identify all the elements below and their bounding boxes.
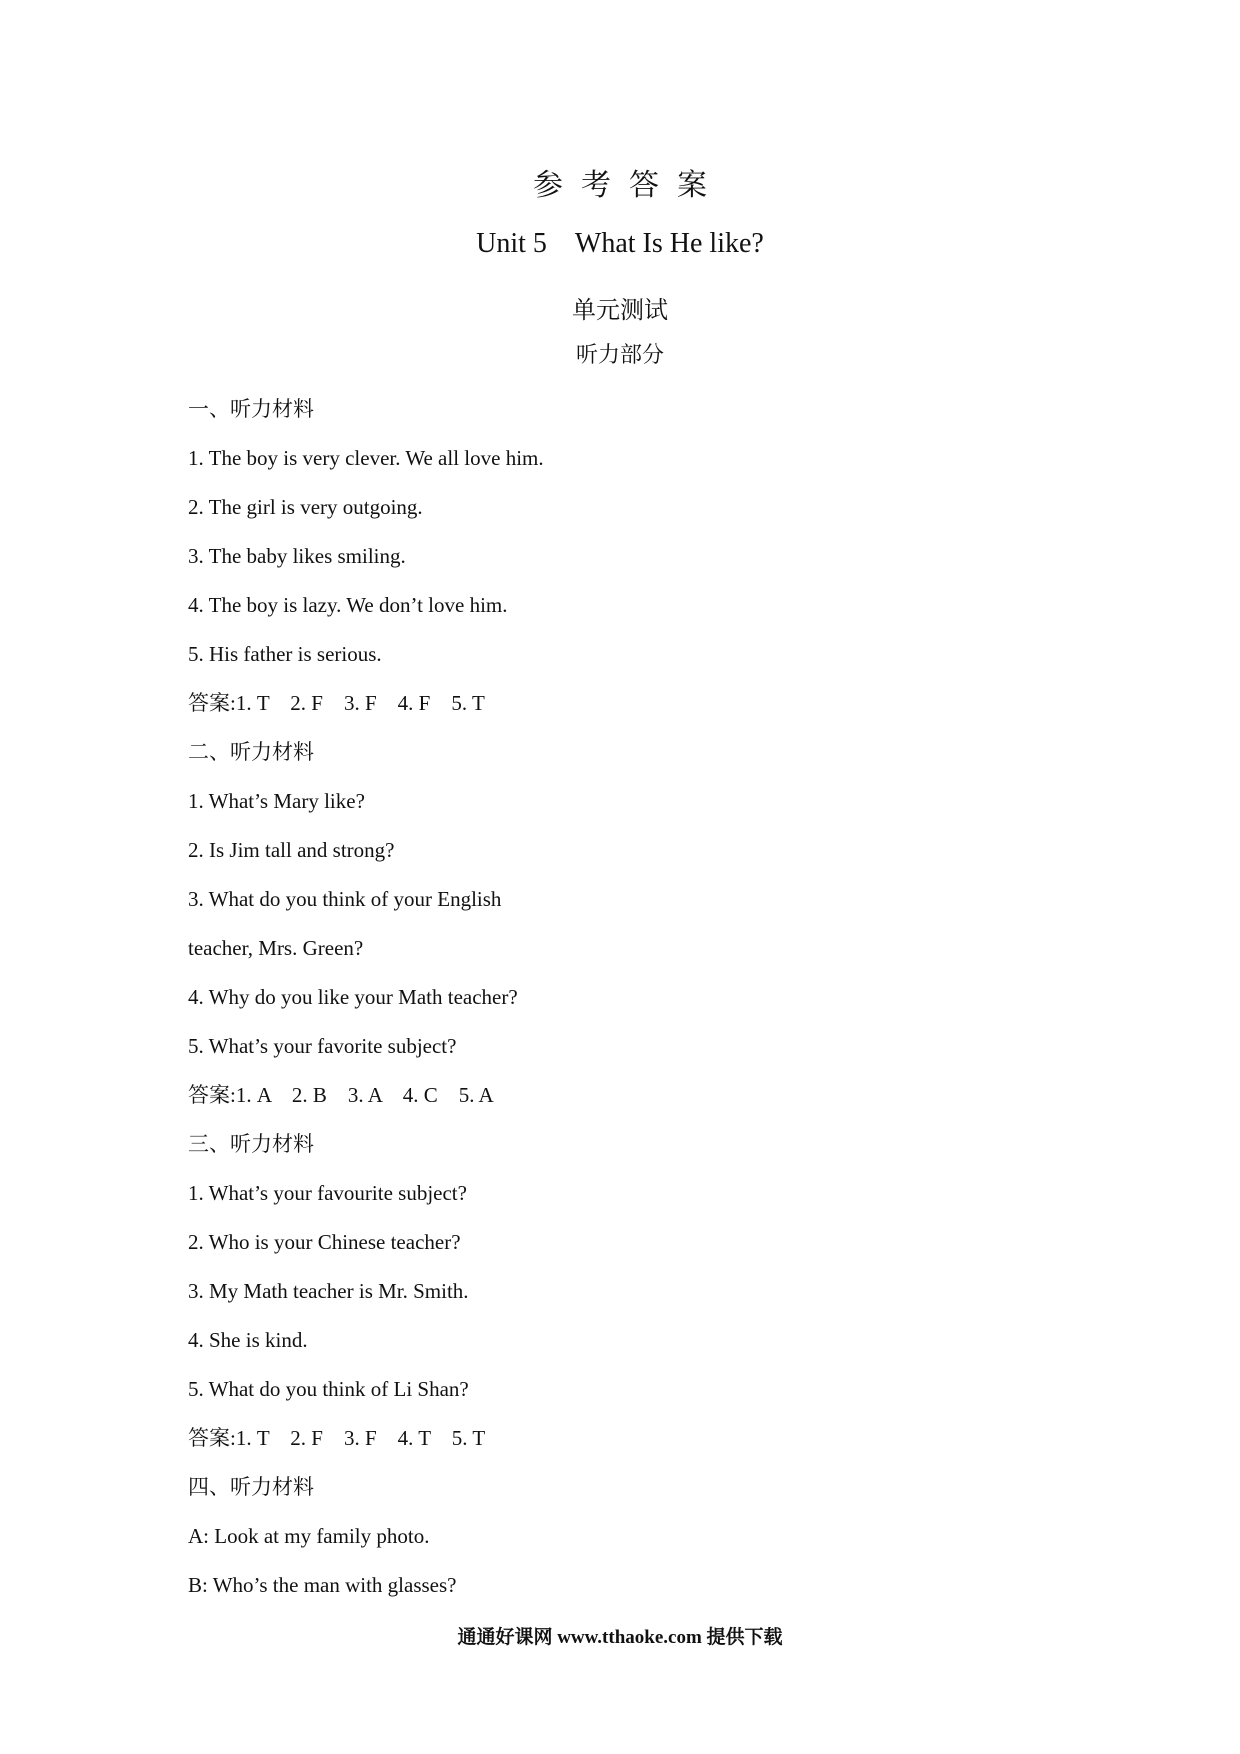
section-heading-4: 四、听力材料: [188, 1475, 314, 1499]
text-line: B: Who’s the man with glasses?: [188, 1573, 457, 1597]
text-line: 4. Why do you like your Math teacher?: [188, 985, 518, 1009]
text-line: 1. What’s your favourite subject?: [188, 1181, 467, 1205]
text-line: 1. The boy is very clever. We all love him.: [188, 446, 544, 470]
text-line: A: Look at my family photo.: [188, 1524, 430, 1548]
unit-name: What Is He like?: [574, 228, 764, 259]
text-line: 5. What do you think of Li Shan?: [188, 1377, 469, 1401]
text-line: 5. What’s your favorite subject?: [188, 1034, 457, 1058]
text-line: 3. What do you think of your English: [188, 887, 502, 911]
text-line: 2. Is Jim tall and strong?: [188, 838, 395, 862]
section-heading-1: 一、听力材料: [188, 397, 314, 421]
footer-watermark: 通通好课网 www.tthaoke.com 提供下载: [457, 1627, 783, 1648]
text-line: teacher, Mrs. Green?: [188, 936, 364, 960]
answer-line-2: 答案:1. A 2. B 3. A 4. C 5. A: [188, 1083, 494, 1107]
text-line: 4. The boy is lazy. We don’t love him.: [188, 593, 508, 617]
answer-line-3: 答案:1. T 2. F 3. F 4. T 5. T: [188, 1426, 486, 1450]
text-line: 3. The baby likes smiling.: [188, 544, 406, 568]
text-line: 3. My Math teacher is Mr. Smith.: [188, 1279, 469, 1303]
unit-label: Unit 5: [476, 228, 547, 259]
text-line: 4. She is kind.: [188, 1328, 308, 1352]
page-title: 参考答案: [533, 169, 725, 202]
test-subtitle: 单元测试: [572, 298, 668, 324]
answer-content: [188, 385, 1148, 1610]
text-line: 2. Who is your Chinese teacher?: [188, 1230, 461, 1254]
text-line: 5. His father is serious.: [188, 642, 382, 666]
text-line: 1. What’s Mary like?: [188, 789, 365, 813]
section-heading: 听力部分: [575, 342, 664, 367]
section-heading-2: 二、听力材料: [188, 740, 314, 764]
unit-title: [0, 228, 1240, 260]
answer-line-1: 答案:1. T 2. F 3. F 4. F 5. T: [188, 691, 485, 715]
section-heading-3: 三、听力材料: [188, 1132, 314, 1156]
text-line: 2. The girl is very outgoing.: [188, 495, 423, 519]
